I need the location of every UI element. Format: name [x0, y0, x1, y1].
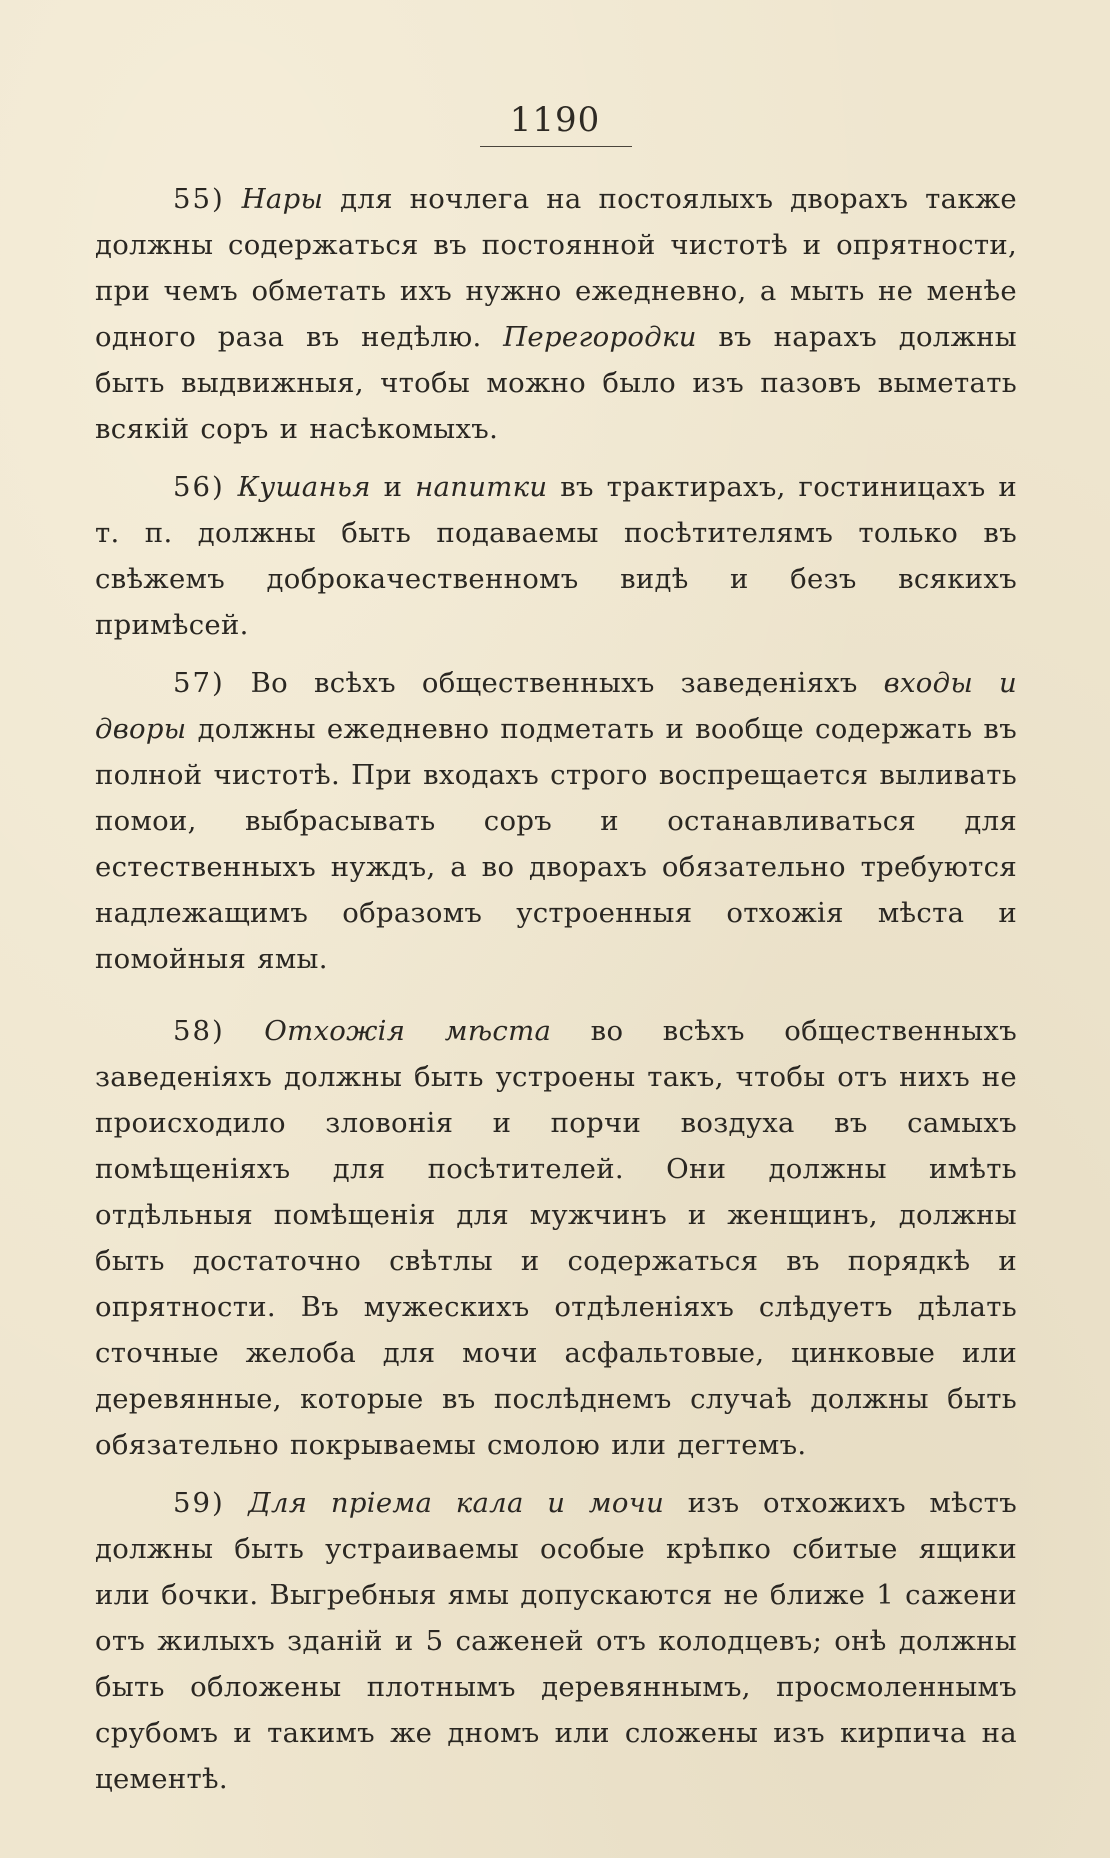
italic-term: входы и дворы	[95, 667, 1017, 745]
paragraph-body	[95, 667, 1017, 975]
paragraph-number: 56)	[173, 471, 225, 503]
paragraph-body	[95, 183, 1017, 445]
text-run: должны ежедневно подметать и вообще содержать въ полной чистотѣ. При входахъ строго воспрещается выливать помои, выбрасывать соръ и останавливаться для естественныхъ нуждъ, а во дворахъ обязательно требуются надлежащимъ образомъ устроенныя отхожія мѣста и помойныя ямы.	[95, 713, 1017, 975]
paragraph-body	[95, 1487, 1017, 1795]
text-run: Во всѣхъ общественныхъ заведеніяхъ	[250, 667, 884, 699]
paragraph-body	[95, 471, 1017, 641]
paragraph-body	[95, 1015, 1017, 1461]
paragraph-number: 59)	[173, 1487, 225, 1519]
paragraph-56	[95, 464, 1017, 648]
body-text	[95, 176, 1017, 1802]
italic-term: напитки	[415, 471, 548, 503]
italic-term: Перегородки	[503, 321, 697, 353]
paragraph-59	[95, 1480, 1017, 1802]
italic-term: Нары	[241, 183, 324, 215]
paragraph-57	[95, 660, 1017, 982]
text-run: и	[370, 471, 416, 503]
paragraph-number: 55)	[173, 183, 225, 215]
text-run: изъ отхожихъ мѣстъ должны быть устраиваемы особые крѣпко сбитые ящики или бочки. Выгребныя ямы допускаются не ближе 1 сажени отъ жилыхъ зданій и 5 саженей отъ колодцевъ; онѣ должны быть обложены плотнымъ деревяннымъ, просмоленнымъ срубомъ и такимъ же дномъ или сложены изъ кирпича на цементѣ.	[95, 1487, 1017, 1795]
paragraph-number: 58)	[173, 1015, 225, 1047]
text-run: въ нарахъ должны быть выдвижныя, чтобы можно было изъ пазовъ выметать всякій соръ и насѣкомыхъ.	[95, 321, 1017, 445]
italic-term: Кушанья	[237, 471, 371, 503]
text-run: во всѣхъ общественныхъ заведеніяхъ должны быть устроены такъ, чтобы отъ нихъ не происходило зловонія и порчи воздуха въ самыхъ помѣщеніяхъ для посѣтителей. Они должны имѣть отдѣльныя помѣщенія для мужчинъ и женщинъ, должны быть достаточно свѣтлы и содержаться въ порядкѣ и опрятности. Въ мужескихъ отдѣленіяхъ слѣдуетъ дѣлать сточные желоба для мочи асфальтовые, цинковые или деревянные, которые въ послѣднемъ случаѣ должны быть обязательно покрываемы смолою или дегтемъ.	[95, 1015, 1018, 1461]
italic-term: Отхожія мѣста	[264, 1015, 552, 1047]
text-run: въ трактирахъ, гостиницахъ и т. п. должны быть подаваемы посѣтителямъ только въ свѣжемъ доброкачественномъ видѣ и безъ всякихъ примѣсей.	[95, 471, 1018, 641]
paragraph-55	[95, 176, 1017, 452]
page-number: 1190	[509, 100, 601, 140]
paragraph-number: 57)	[173, 667, 225, 699]
header-rule	[480, 146, 632, 147]
paragraph-58	[95, 1008, 1017, 1468]
text-run: для ночлега на постоялыхъ дворахъ также должны содержаться въ постоянной чистотѣ и опрятности, при чемъ обметать ихъ нужно ежедневно, а мыть не менѣе одного раза въ недѣлю.	[95, 183, 1017, 353]
italic-term: Для пріема кала и мочи	[248, 1487, 665, 1519]
